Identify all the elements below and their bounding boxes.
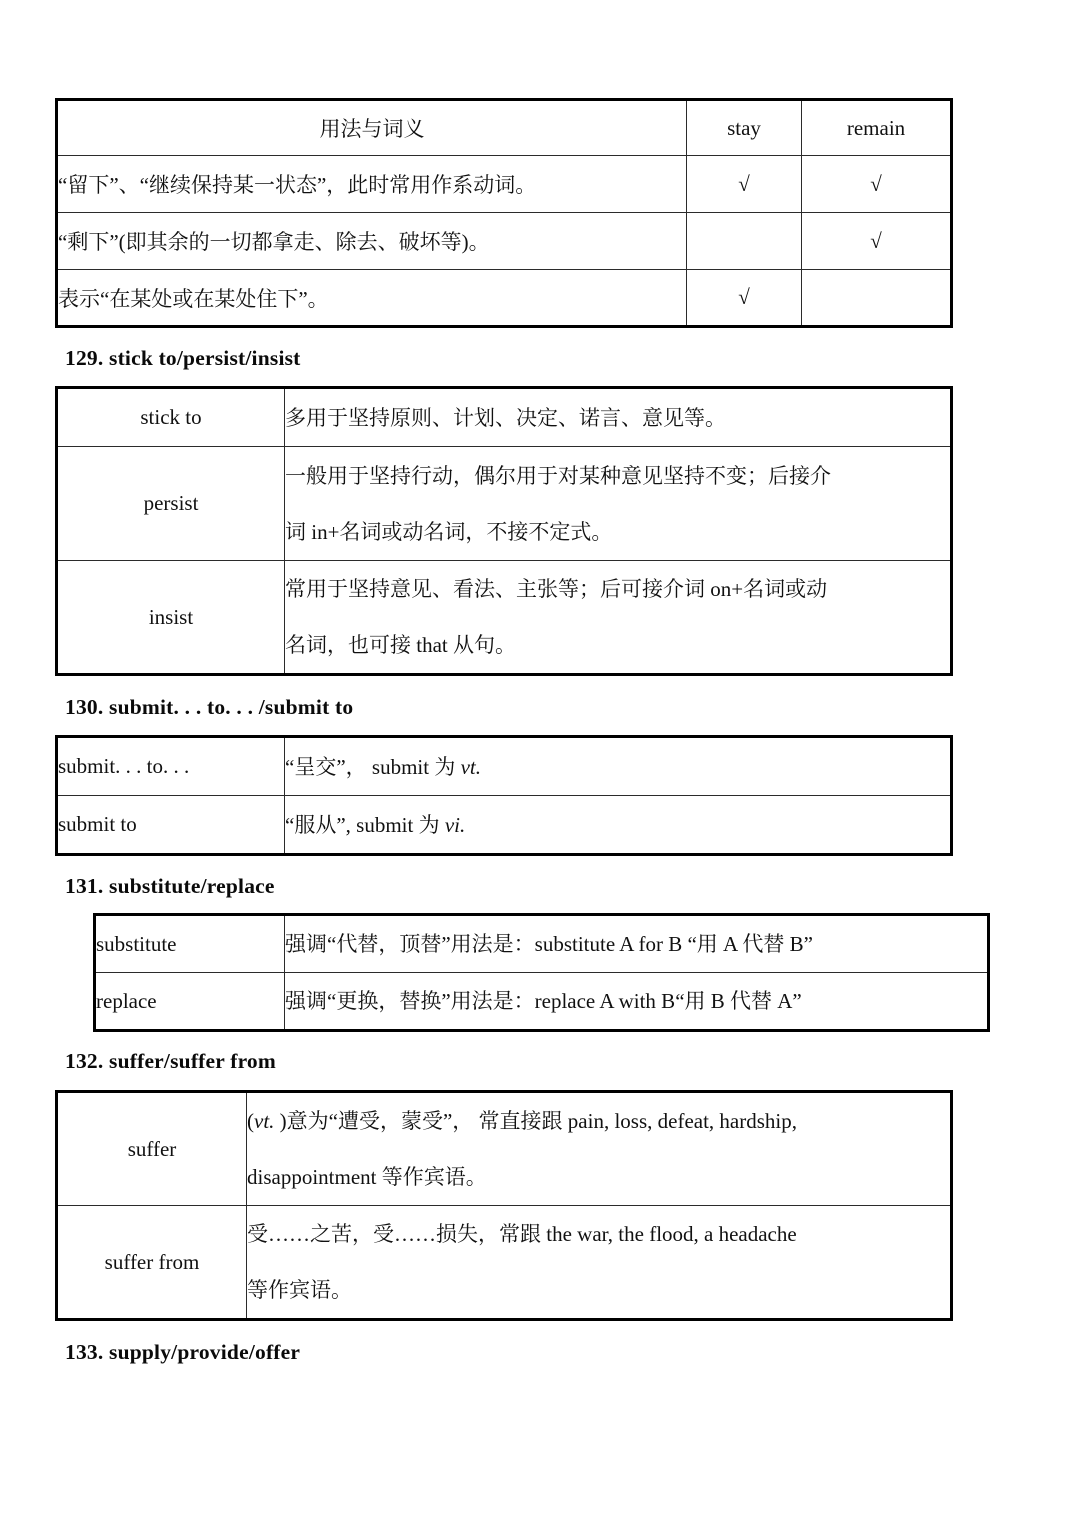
table-row <box>57 561 952 675</box>
section-table-129 <box>55 386 953 676</box>
table-row <box>57 796 952 855</box>
definition-cell: 多用于坚持原则、计划、决定、诺言、意见等。 <box>285 388 952 447</box>
section-heading-132: 132. suffer/suffer from <box>65 1049 276 1073</box>
term-cell: insist <box>57 561 285 675</box>
definition-cell: 受……之苦，受……损失，常跟 the war, the flood, a headache 等作宾语。 <box>247 1206 952 1320</box>
section-table-132 <box>55 1090 953 1321</box>
term-cell: suffer <box>57 1092 247 1206</box>
stay-check-cell: √ <box>687 270 802 327</box>
term-cell: substitute <box>95 915 285 973</box>
column-header-stay: stay <box>687 100 802 156</box>
definition-cell: 强调“更换，替换”用法是：replace A with B“用 B 代替 A” <box>285 973 989 1031</box>
section-heading-129: 129. stick to/persist/insist <box>65 346 301 370</box>
definition-cell: “服从”, submit 为 vi. <box>285 796 952 855</box>
term-cell: persist <box>57 447 285 561</box>
remain-check-cell: √ <box>802 213 952 270</box>
section-heading-133: 133. supply/provide/offer <box>65 1340 301 1364</box>
usage-cell: 表示“在某处或在某处住下”。 <box>57 270 687 327</box>
term-cell: suffer from <box>57 1206 247 1320</box>
term-cell: stick to <box>57 388 285 447</box>
section-table-131 <box>93 913 990 1032</box>
stay-check-cell: √ <box>687 156 802 213</box>
table-row <box>57 1206 952 1320</box>
table-row <box>57 388 952 447</box>
term-cell: replace <box>95 973 285 1031</box>
column-header-remain: remain <box>802 100 952 156</box>
section-table-130 <box>55 735 953 856</box>
remain-check-cell <box>802 270 952 327</box>
term-cell: submit. . . to. . . <box>57 737 285 796</box>
table-row <box>95 973 989 1031</box>
table-row <box>57 1092 952 1206</box>
section-heading-131: 131. substitute/replace <box>65 874 275 898</box>
usage-cell: “剩下”(即其余的一切都拿走、除去、破坏等)。 <box>57 213 687 270</box>
definition-cell: “呈交”， submit 为 vt. <box>285 737 952 796</box>
definition-cell: 一般用于坚持行动，偶尔用于对某种意见坚持不变；后接介 词 in+名词或动名词，不接不定式。 <box>285 447 952 561</box>
table-row <box>57 270 952 327</box>
table-row <box>57 447 952 561</box>
stay-check-cell <box>687 213 802 270</box>
stay-remain-comparison-table <box>55 98 953 328</box>
table-row <box>57 156 952 213</box>
remain-check-cell: √ <box>802 156 952 213</box>
table-row <box>57 213 952 270</box>
usage-cell: “留下”、“继续保持某一状态”，此时常用作系动词。 <box>57 156 687 213</box>
section-heading-130: 130. submit. . . to. . . /submit to <box>65 695 354 719</box>
table-row <box>57 737 952 796</box>
definition-cell: 强调“代替，顶替”用法是：substitute A for B “用 A 代替 B” <box>285 915 989 973</box>
definition-cell: 常用于坚持意见、看法、主张等；后可接介词 on+名词或动 名词，也可接 that 从句。 <box>285 561 952 675</box>
table-row <box>95 915 989 973</box>
column-header-usage: 用法与词义 <box>57 100 687 156</box>
term-cell: submit to <box>57 796 285 855</box>
table-header-row <box>57 100 952 156</box>
definition-cell: (vt. )意为“遭受，蒙受”， 常直接跟 pain, loss, defeat, hardship, disappointment 等作宾语。 <box>247 1092 952 1206</box>
